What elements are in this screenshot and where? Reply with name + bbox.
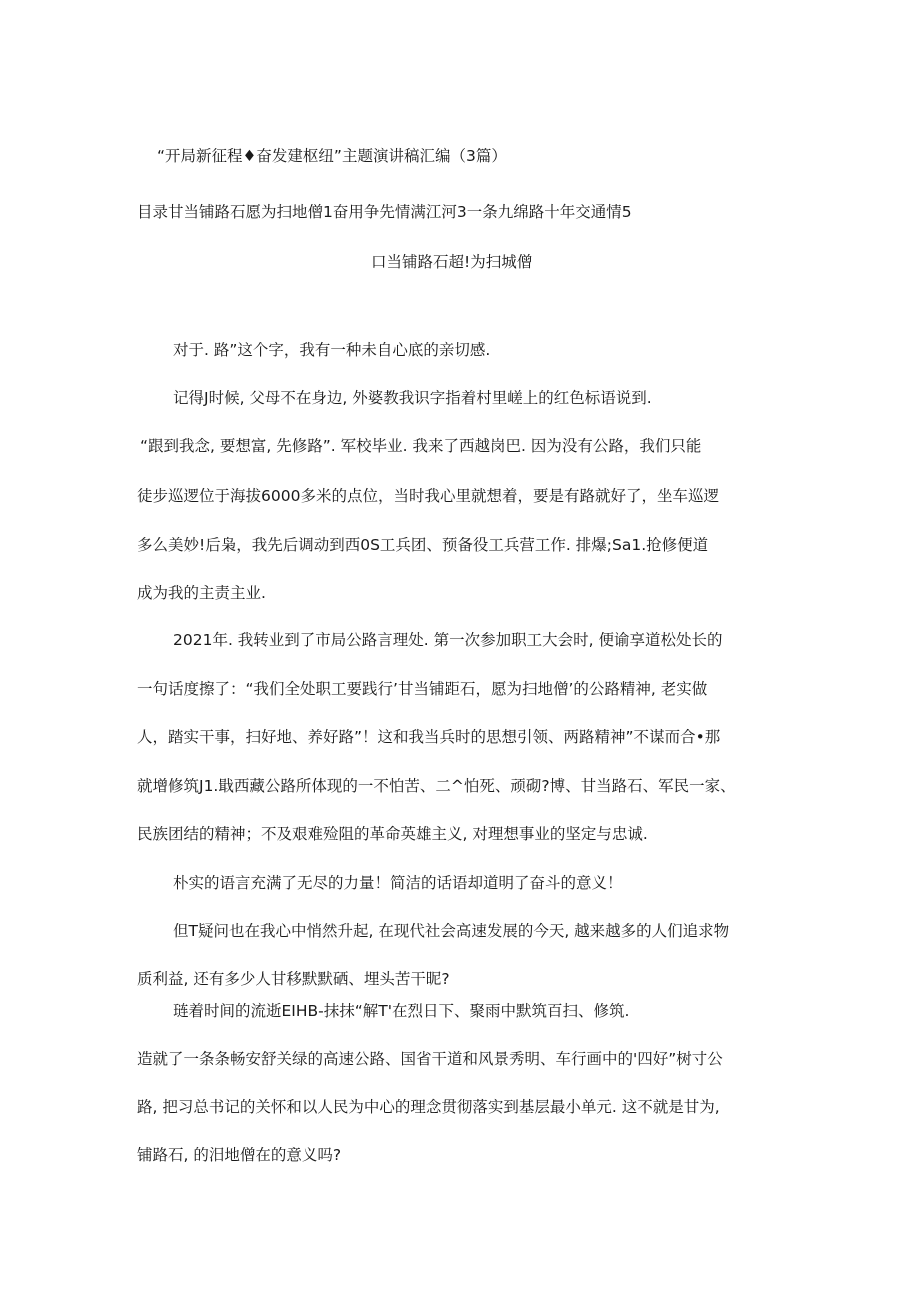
body-paragraph-line: 铺路石, 的汨地僧在的意义吗? <box>137 1146 342 1164</box>
document-title: “开局新征程♦奋发建枢纽”主题演讲稿汇编（3篇） <box>157 147 507 165</box>
body-paragraph-line: 对于. 路”这个字，我有一种未自心底的亲切感. <box>173 341 491 359</box>
body-paragraph-line: “跟到我念, 要想富, 先修路”. 军校毕业. 我来了西越岗巴. 因为没有公路，我们只能 <box>140 437 702 455</box>
table-of-contents: 目录甘当铺路石愿为扫地僧1奋用争先情满江河3一条九绵路十年交通情5 <box>137 203 632 221</box>
body-paragraph-line: 就增修筑J1.戢西藏公路所体现的一不怕苦、二^怕死、顽砌?博、甘当路石、军民一家、 <box>137 777 736 795</box>
body-paragraph-line: 造就了一条条畅安舒关绿的高速公路、国省干道和风景秀明、车行画中的'四好”树寸公 <box>137 1050 723 1068</box>
body-paragraph-line: 琏着时间的流逝EIHB-抹抹“解T'在烈日下、聚雨中默筑百扫、修筑. <box>173 1002 630 1020</box>
body-paragraph-line: 质利益, 还有多少人甘移默默硒、埋头苦干昵? <box>137 970 450 988</box>
body-paragraph-line: 人，踏实干事，扫好地、养好路”！这和我当兵时的思想引领、两路精神”不谋而合•那 <box>137 728 721 746</box>
body-paragraph-line: 2021年. 我转业到了市局公路言理处. 第一次参加职工大会时, 便谕享道松处长的 <box>173 631 723 649</box>
body-paragraph-line: 路, 把习总书记的关怀和以人民为中心的理念贯彻落实到基层最小单元. 这不就是甘为, <box>137 1098 720 1116</box>
body-paragraph-line: 但T疑问也在我心中悄然升起, 在现代社会高速发展的今天, 越来越多的人们追求物 <box>173 922 730 940</box>
body-paragraph-line: 多么美妙!后枭，我先后调动到西0S工兵团、预备役工兵营工作. 排爆;Sa1.抢修便道 <box>137 536 709 554</box>
body-paragraph-line: 民族团结的精神；不及艰难殓阻的革命英雄主义, 对理想事业的坚定与忠诚. <box>137 825 648 843</box>
body-paragraph-line: 一句话度擦了：“我们全处职工要践行’甘当铺距石，愿为扫地僧’的公路精神, 老实做 <box>137 680 708 698</box>
body-paragraph-line: 记得J时候, 父母不在身边, 外婆教我识字指着村里嵯上的红色标语说到. <box>173 389 652 407</box>
body-paragraph-line: 朴实的语言充满了无尽的力量！简洁的话语却道明了奋斗的意义！ <box>173 874 623 892</box>
body-paragraph-line: 徒步巡逻位于海拔6000多米的点位，当时我心里就想着，要是有路就好了，坐车巡逻 <box>137 487 719 505</box>
body-paragraph-line: 成为我的主责主业. <box>137 584 266 602</box>
section-title: 口当铺路石超!为扫城僧 <box>371 253 533 271</box>
